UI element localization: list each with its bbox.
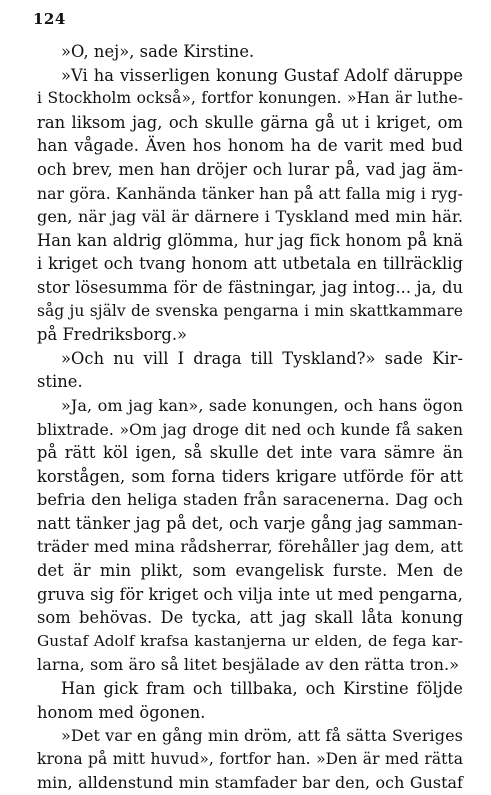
text-line: gruva sig för kriget och vilja inte ut med pengarna, <box>37 584 463 604</box>
text-line: »Och nu vill I draga till Tyskland?» sade Kir- <box>61 348 463 368</box>
text-line: natt tänker jag på det, och varje gång jag samman- <box>37 513 463 533</box>
text-line: larna, som äro så litet besjälade av den rätta tron.» <box>37 655 460 675</box>
body-text <box>37 40 463 795</box>
text-line: ran liksom jag, och skulle gärna gå ut i kriget, om <box>37 112 463 132</box>
text-line: »O, nej», sade Kirstine. <box>61 42 255 61</box>
text-line: Han gick fram och tillbaka, och Kirstine följde <box>61 679 463 699</box>
page-number: 124 <box>33 10 66 28</box>
text-line: gen, när jag väl är därnere i Tyskland med min här. <box>37 207 463 227</box>
text-line: på rätt köl igen, så skulle det inte vara sämre än <box>37 443 463 463</box>
text-line: »Vi ha visserligen konung Gustaf Adolf däruppe <box>61 65 463 85</box>
text-line: på Fredriksborg.» <box>37 325 188 345</box>
text-line: i kriget och tvang honom att utbetala en tillräcklig <box>37 254 463 274</box>
text-line: i Stockholm också», fortfor konungen. »Han är luthe- <box>37 89 463 108</box>
text-line: Gustaf Adolf krafsa kastanjerna ur elden, de fega kar- <box>37 631 463 650</box>
text-line: som behövas. De tycka, att jag skall låta konung <box>37 608 463 628</box>
text-line: det är min plikt, som evangelisk furste. Men de <box>37 561 463 581</box>
text-line: befria den heliga staden från saracenerna. Dag och <box>37 490 463 510</box>
text-line: han vågade. Även hos honom ha de varit med bud <box>37 136 463 156</box>
text-line: såg ju själv de svenska pengarna i min skattkammare <box>37 301 463 320</box>
text-line: krona på mitt huvud», fortfor han. »Den är med rätta <box>37 749 463 768</box>
text-line: min, alldenstund min stamfader bar den, och Gustaf <box>37 773 463 793</box>
text-line: stine. <box>37 372 83 392</box>
text-line: »Det var en gång min dröm, att få sätta Sveriges <box>61 726 463 746</box>
text-line: »Ja, om jag kan», sade konungen, och hans ögon <box>61 395 463 415</box>
text-line: Han kan aldrig glömma, hur jag fick honom på knä <box>37 230 463 250</box>
text-line: honom med ögonen. <box>37 702 206 722</box>
text-line: korstågen, som forna tiders krigare utförde för att <box>37 466 463 486</box>
text-line: träder med mina rådsherrar, förehåller jag dem, att <box>37 537 463 557</box>
text-line: och brev, men han dröjer och lurar på, vad jag äm- <box>37 159 463 179</box>
text-line: blixtrade. »Om jag droge dit ned och kunde få saken <box>37 419 463 439</box>
text-line: nar göra. Kanhända tänker han på att falla mig i ryg- <box>37 183 463 203</box>
text-line: stor lösesumma för de fästningar, jag intog... ja, du <box>37 277 463 297</box>
